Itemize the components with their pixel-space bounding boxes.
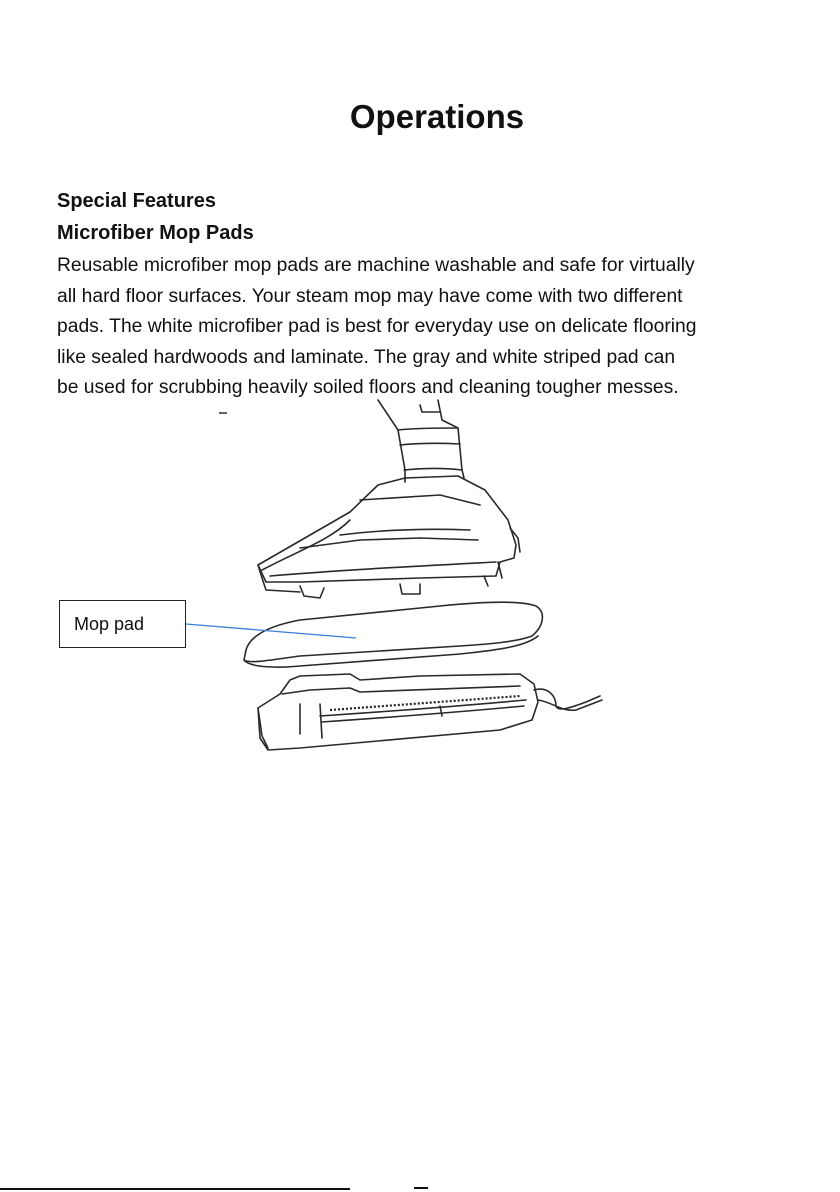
section-subheading: Microfiber Mop Pads <box>57 222 254 244</box>
mop-pad <box>244 602 542 667</box>
body-paragraph <box>57 251 797 404</box>
callout-leader-line <box>186 624 356 638</box>
body-line: Reusable microfiber mop pads are machine washable and safe for virtually <box>57 255 695 276</box>
body-line: like sealed hardwoods and laminate. The gray and white striped pad can <box>57 346 676 368</box>
mop-base <box>258 674 602 750</box>
section-heading: Special Features <box>57 190 216 212</box>
special-features-section <box>57 185 797 404</box>
footer-rule <box>0 1188 350 1190</box>
footer-mark <box>414 1187 428 1189</box>
mop-head <box>258 476 520 598</box>
body-line: pads. The white microfiber pad is best for everyday use on delicate flooring <box>57 316 697 338</box>
mop-pad-diagram <box>0 398 840 768</box>
callout-box <box>59 600 186 648</box>
body-line: be used for scrubbing heavily soiled floors and cleaning tougher messes. <box>57 377 679 399</box>
callout-label: Mop pad <box>74 614 145 634</box>
body-line: all hard floor surfaces. Your steam mop may have come with two different <box>57 285 683 307</box>
mop-handle <box>378 400 464 482</box>
page-title: Operations <box>349 98 525 135</box>
